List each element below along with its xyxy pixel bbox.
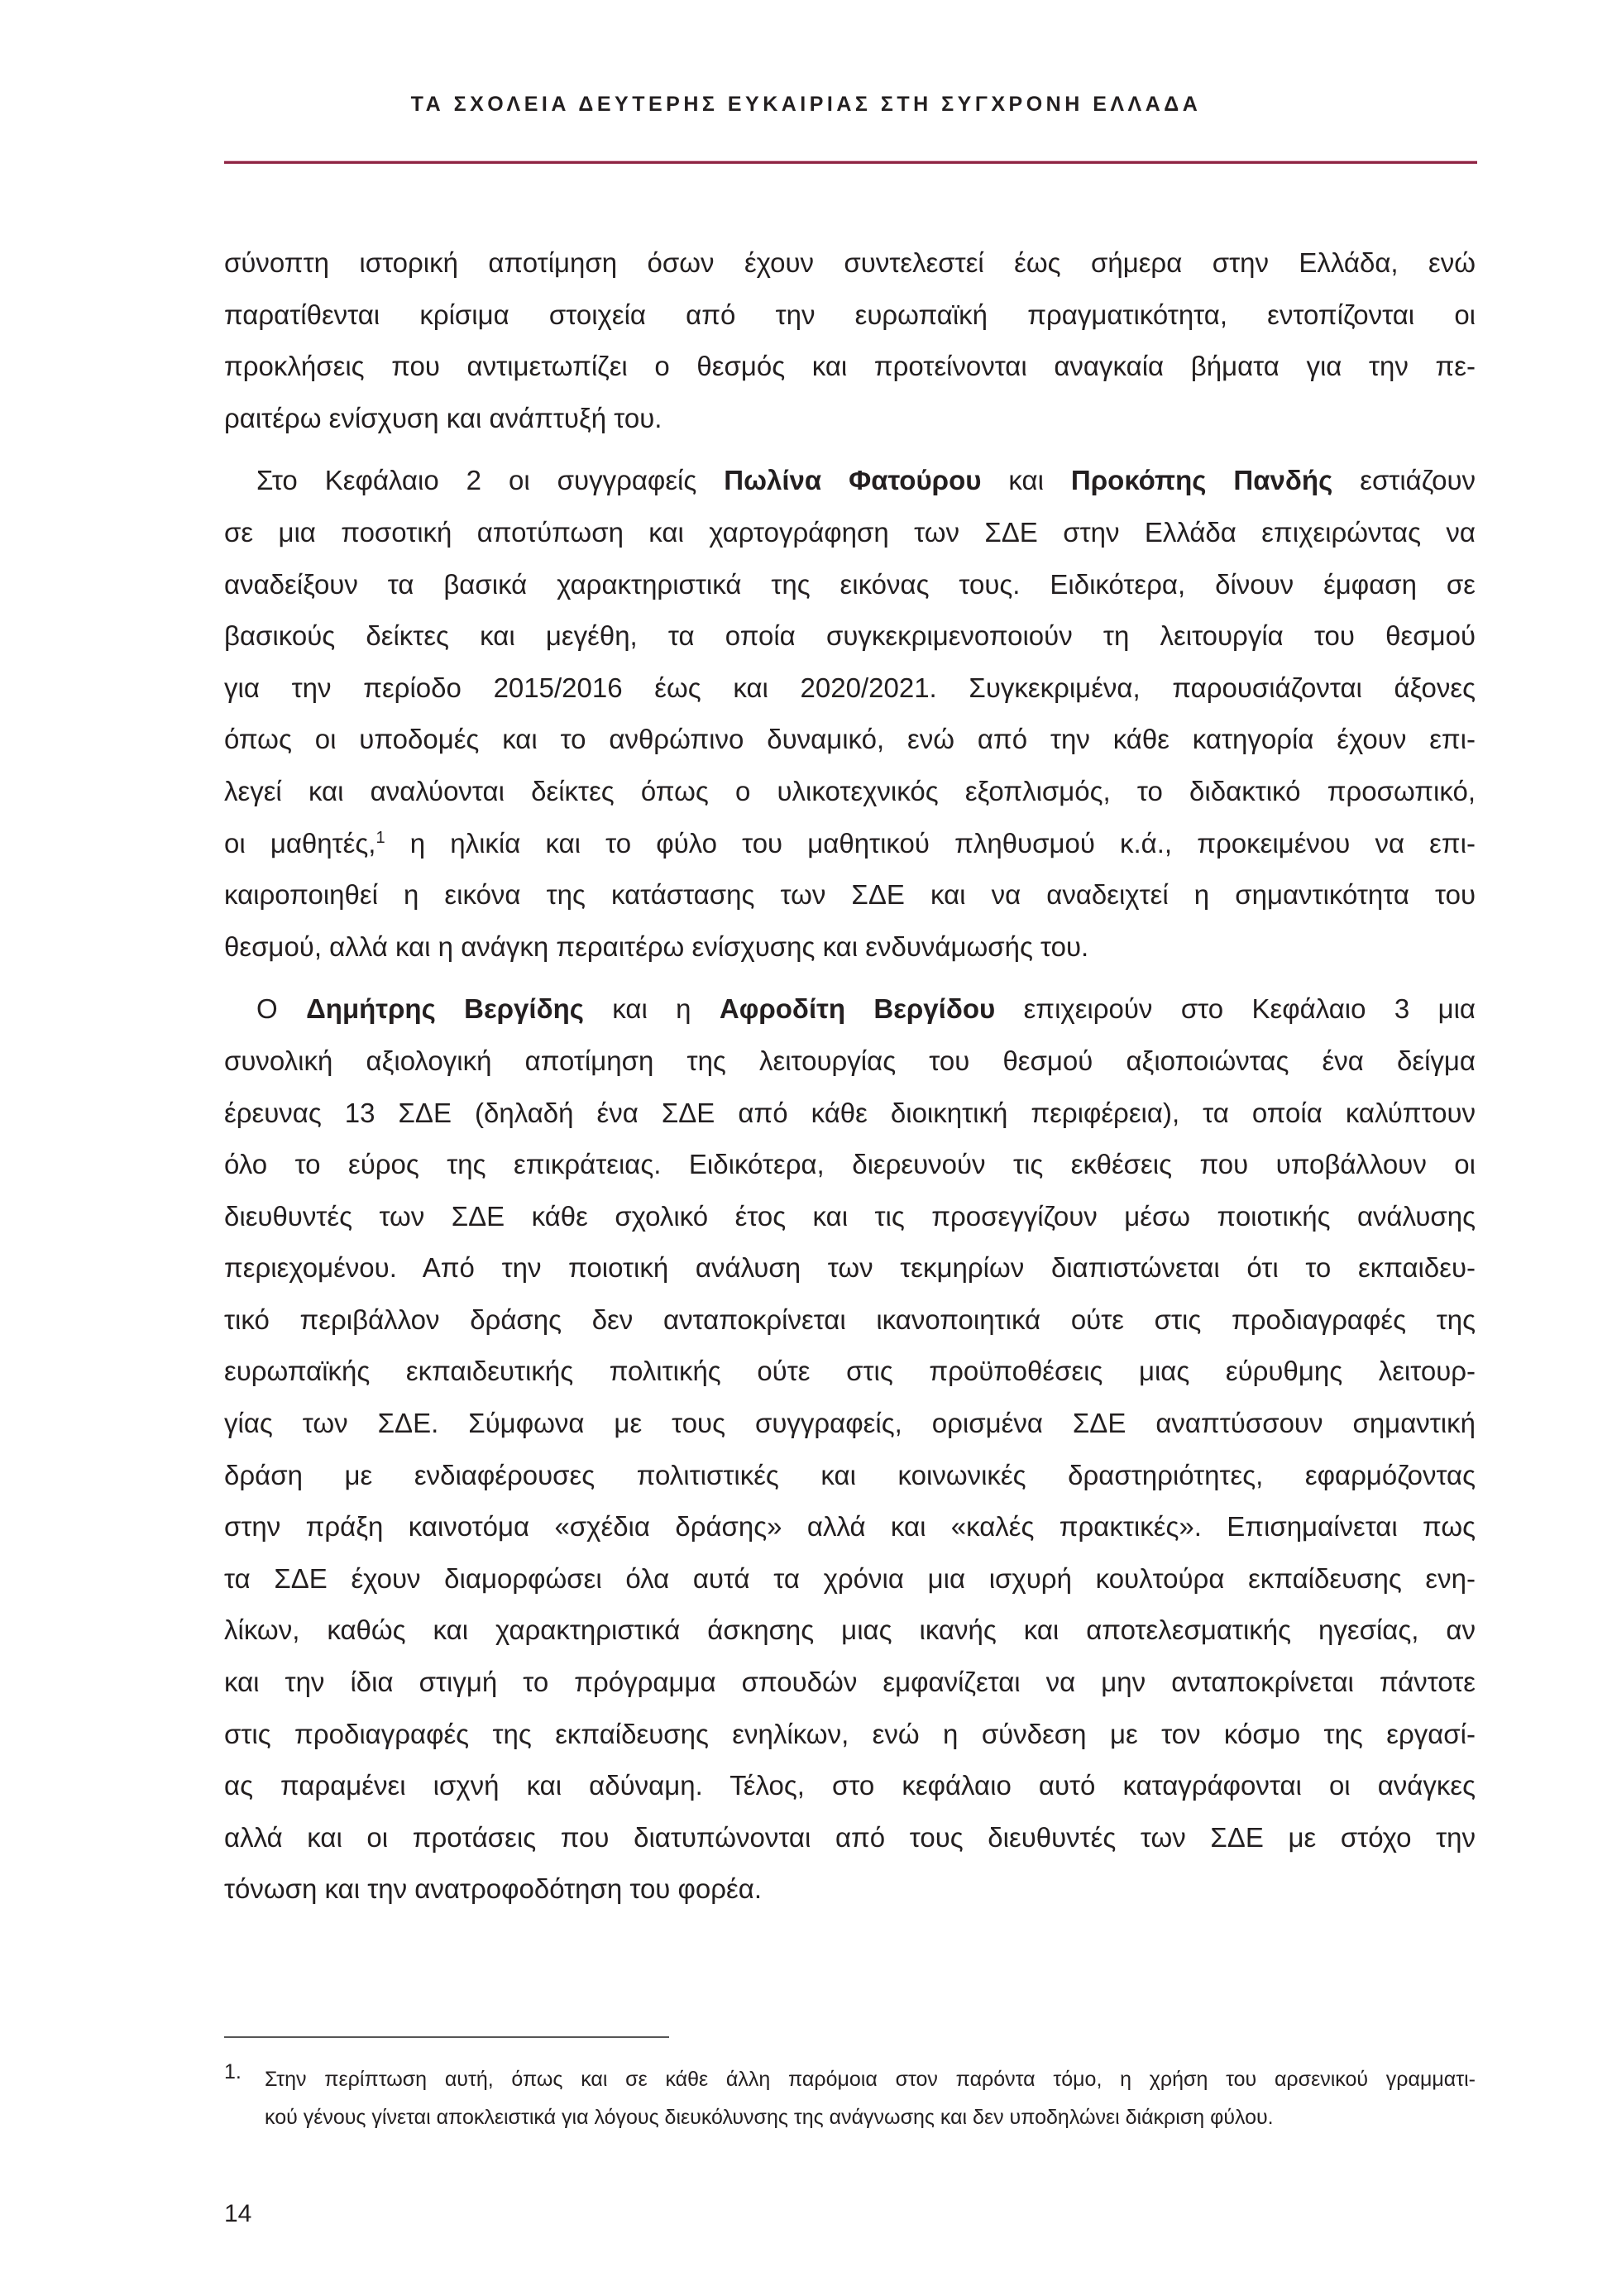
text-segment: για την περίοδο 2015/2016 έως και 2020/2021. Συγκεκριμένα, παρουσιάζονται άξονες bbox=[224, 672, 1476, 703]
text-line bbox=[224, 1294, 1476, 1347]
text-segment: έρευνας 13 ΣΔΕ (δηλαδή ένα ΣΔΕ από κάθε διοικητική περιφέρεια), τα οποία καλύπτουν bbox=[224, 1097, 1476, 1128]
header-rule bbox=[224, 161, 1477, 164]
text-line bbox=[224, 1139, 1476, 1191]
text-line bbox=[224, 1242, 1476, 1294]
text-segment: σε μια ποσοτική αποτύπωση και χαρτογράφηση των ΣΔΕ στην Ελλάδα επιχειρώντας να bbox=[224, 516, 1476, 548]
text-segment: όπως οι υποδομές και το ανθρώπινο δυναμικό, ενώ από την κάθε κατηγορία έχουν επι- bbox=[224, 724, 1476, 755]
text-segment: βασικούς δείκτες και μεγέθη, τα οποία συγκεκριμενοποιούν τη λειτουργία του θεσμού bbox=[224, 620, 1476, 652]
author-name: Δημήτρης Βεργίδης bbox=[306, 993, 584, 1025]
text-line bbox=[224, 237, 1476, 289]
text-segment: τόνωση και την ανατροφοδότηση του φορέα. bbox=[224, 1873, 762, 1905]
text-segment: τικό περιβάλλον δράσης δεν ανταποκρίνεται ικανοποιητικά ούτε στις προδιαγραφές της bbox=[224, 1303, 1476, 1335]
footnote-line: κού γένους γίνεται αποκλειστικά για λόγους διευκόλυνσης της ανάγνωσης και δεν υποδηλώνει διάκριση φύλου. bbox=[265, 2106, 1274, 2129]
text-segment: λίκων, καθώς και χαρακτηριστικά άσκησης μιας ικανής και αποτελεσματικής ηγεσίας, αν bbox=[224, 1614, 1476, 1646]
text-line bbox=[224, 507, 1476, 559]
text-segment: ευρωπαϊκής εκπαιδευτικής πολιτικής ούτε στις προϋποθέσεις μιας εύρυθμης λειτουρ- bbox=[224, 1356, 1476, 1387]
text-line bbox=[224, 1088, 1476, 1140]
text-segment: στην πράξη καινοτόμα «σχέδια δράσης» αλλά και «καλές πρακτικές». Επισημαίνεται πως bbox=[224, 1511, 1476, 1543]
text-line bbox=[224, 1863, 1476, 1916]
text-line bbox=[224, 1709, 1476, 1761]
text-line bbox=[224, 1812, 1476, 1864]
text-line bbox=[224, 1346, 1476, 1398]
text-line bbox=[224, 1036, 1476, 1088]
text-segment: ας παραμένει ισχνή και αδύναμη. Τέλος, στο κεφάλαιο αυτό καταγράφονται οι ανάγκες bbox=[224, 1770, 1476, 1801]
text-line bbox=[224, 983, 1476, 1036]
text-segment: Ο bbox=[256, 993, 307, 1025]
text-line bbox=[224, 662, 1476, 715]
text-line bbox=[224, 1191, 1476, 1243]
paragraph bbox=[224, 237, 1476, 444]
author-name: Αφροδίτη Βεργίδου bbox=[719, 993, 996, 1025]
text-segment: δράση με ενδιαφέρουσες πολιτιστικές και κοινωνικές δραστηριότητες, εφαρμόζοντας bbox=[224, 1459, 1476, 1490]
text-line bbox=[224, 1760, 1476, 1812]
footnote-rule bbox=[224, 2036, 669, 2038]
text-segment: στις προδιαγραφές της εκπαίδευσης ενηλίκων, ενώ η σύνδεση με τον κόσμο της εργασί- bbox=[224, 1718, 1476, 1749]
text-line bbox=[224, 289, 1476, 342]
paragraph bbox=[224, 983, 1476, 1916]
text-segment: και bbox=[981, 465, 1071, 496]
text-segment: και η bbox=[583, 993, 720, 1025]
footnote-line: Στην περίπτωση αυτή, όπως και σε κάθε άλλη παρόμοια στον παρόντα τόμο, η χρήση του αρσενικού γραμματι- bbox=[265, 2068, 1476, 2091]
text-line bbox=[224, 1605, 1476, 1657]
text-line bbox=[224, 869, 1476, 921]
text-segment: παρατίθενται κρίσιμα στοιχεία από την ευρωπαϊκή πραγματικότητα, εντοπίζονται οι bbox=[224, 299, 1476, 330]
running-header-title: ΤΑ ΣΧΟΛΕΙΑ ΔΕΥΤΕΡΗΣ ΕΥΚΑΙΡΙΑΣ ΣΤΗ ΣΥΓΧΡΟΝΗ ΕΛΛΑΔΑ bbox=[410, 93, 1202, 116]
text-segment: Στο Κεφάλαιο 2 οι συγγραφείς bbox=[256, 465, 725, 496]
text-segment: η ηλικία και το φύλο του μαθητικού πληθυσμού κ.ά., προκειμένου να επι- bbox=[385, 827, 1476, 859]
text-segment: καιροποιηθεί η εικόνα της κατάστασης των ΣΔΕ και να αναδειχτεί η σημαντικότητα του bbox=[224, 879, 1476, 911]
text-line bbox=[224, 1398, 1476, 1450]
author-name: Πωλίνα Φατούρου bbox=[724, 465, 982, 496]
text-line bbox=[224, 1553, 1476, 1605]
footnote bbox=[224, 2060, 1476, 2136]
text-segment: επιχειρούν στο Κεφάλαιο 3 μια bbox=[995, 993, 1476, 1025]
text-line bbox=[224, 1450, 1476, 1502]
text-segment: τα ΣΔΕ έχουν διαμορφώσει όλα αυτά τα χρόνια μια ισχυρή κουλτούρα εκπαίδευσης ενη- bbox=[224, 1562, 1476, 1594]
text-line bbox=[224, 1501, 1476, 1553]
text-segment: προκλήσεις που αντιμετωπίζει ο θεσμός και προτείνονται αναγκαία βήματα για την πε- bbox=[224, 351, 1476, 382]
text-segment: όλο το εύρος της επικράτειας. Ειδικότερα, διερευνούν τις εκθέσεις που υποβάλλουν οι bbox=[224, 1149, 1476, 1180]
text-line bbox=[224, 393, 1476, 445]
body-text bbox=[224, 237, 1476, 1916]
footnote-number: 1. bbox=[224, 2060, 242, 2083]
text-segment: περιεχομένου. Από την ποιοτική ανάλυση των τεκμηρίων διαπιστώνεται ότι το εκπαιδευ- bbox=[224, 1252, 1476, 1284]
text-segment: σύνοπτη ιστορική αποτίμηση όσων έχουν συντελεστεί έως σήμερα στην Ελλάδα, ενώ bbox=[224, 247, 1476, 278]
text-segment: συνολική αξιολογική αποτίμηση της λειτουργίας του θεσμού αξιοποιώντας ένα δείγμα bbox=[224, 1045, 1476, 1076]
text-line bbox=[224, 766, 1476, 818]
paragraph bbox=[224, 455, 1476, 973]
text-segment: εστιάζουν bbox=[1332, 465, 1476, 496]
text-segment: αλλά και οι προτάσεις που διατυπώνονται από τους διευθυντές των ΣΔΕ με στόχο την bbox=[224, 1821, 1476, 1853]
footnote-reference: 1 bbox=[375, 828, 385, 847]
text-segment: και την ίδια στιγμή το πρόγραμμα σπουδών εμφανίζεται να μην ανταποκρίνεται πάντοτε bbox=[224, 1667, 1476, 1698]
text-line bbox=[224, 714, 1476, 766]
text-segment: θεσμού, αλλά και η ανάγκη περαιτέρω ενίσχυσης και ενδυνάμωσής του. bbox=[224, 930, 1089, 962]
text-segment: οι μαθητές, bbox=[224, 827, 376, 859]
text-line bbox=[224, 921, 1476, 973]
text-line bbox=[224, 559, 1476, 611]
text-line bbox=[224, 818, 1476, 870]
text-segment: γίας των ΣΔΕ. Σύμφωνα με τους συγγραφείς, ορισμένα ΣΔΕ αναπτύσσουν σημαντική bbox=[224, 1408, 1476, 1439]
text-line bbox=[224, 1657, 1476, 1709]
text-line bbox=[224, 455, 1476, 507]
text-segment: διευθυντές των ΣΔΕ κάθε σχολικό έτος και τις προσεγγίζουν μέσω ποιοτικής ανάλυσης bbox=[224, 1200, 1476, 1232]
text-segment: ραιτέρω ενίσχυση και ανάπτυξή του. bbox=[224, 402, 662, 433]
text-segment: αναδείξουν τα βασικά χαρακτηριστικά της εικόνας τους. Ειδικότερα, δίνουν έμφαση σε bbox=[224, 568, 1476, 600]
text-segment: λεγεί και αναλύονται δείκτες όπως ο υλικοτεχνικός εξοπλισμός, το διδακτικό προσωπικό, bbox=[224, 775, 1476, 806]
text-line bbox=[224, 610, 1476, 662]
author-name: Προκόπης Πανδής bbox=[1070, 465, 1333, 496]
page-number: 14 bbox=[224, 2200, 252, 2227]
text-line bbox=[224, 341, 1476, 393]
